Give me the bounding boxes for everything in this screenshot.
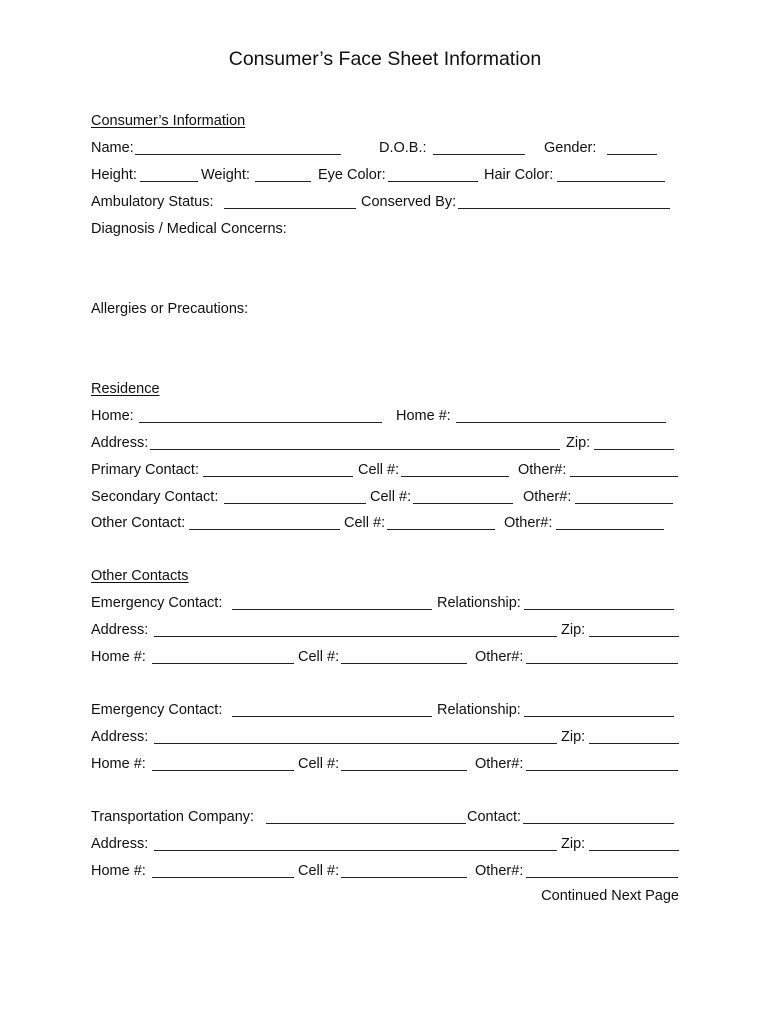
conserved-by-label: Conserved By: <box>361 194 457 210</box>
relationship-label: Relationship: <box>437 595 521 611</box>
address-label: Address: <box>91 836 149 852</box>
gender-field[interactable] <box>607 139 657 155</box>
home-field[interactable] <box>139 407 382 423</box>
zip-label: Zip: <box>561 836 586 852</box>
weight-field[interactable] <box>255 166 311 182</box>
cell-label: Cell #: <box>370 489 412 505</box>
cell-label: Cell #: <box>344 515 386 531</box>
transportation-address-field[interactable] <box>154 835 557 851</box>
cell-label: Cell #: <box>298 756 340 772</box>
zip-label: Zip: <box>566 435 591 451</box>
hair-color-field[interactable] <box>557 166 665 182</box>
residence-zip-field[interactable] <box>594 434 674 450</box>
dob-label: D.O.B.: <box>379 140 427 156</box>
section-heading-other-contacts: Other Contacts <box>91 568 189 584</box>
emergency-cell-2-field[interactable] <box>341 755 467 771</box>
relationship-label: Relationship: <box>437 702 521 718</box>
eye-color-field[interactable] <box>388 166 478 182</box>
secondary-contact-label: Secondary Contact: <box>91 489 219 505</box>
home-number-label: Home #: <box>91 863 146 879</box>
name-field[interactable] <box>135 139 341 155</box>
zip-label: Zip: <box>561 729 586 745</box>
cell-label: Cell #: <box>298 863 340 879</box>
emergency-relationship-1-field[interactable] <box>524 594 674 610</box>
other-contact-cell-field[interactable] <box>387 514 495 530</box>
home-label: Home: <box>91 408 134 424</box>
home-number-label: Home #: <box>91 649 146 665</box>
transportation-company-label: Transportation Company: <box>91 809 255 825</box>
secondary-other-field[interactable] <box>575 488 673 504</box>
continued-next-page: Continued Next Page <box>541 888 679 904</box>
weight-label: Weight: <box>201 167 250 183</box>
eye-color-label: Eye Color: <box>318 167 386 183</box>
emergency-home-2-field[interactable] <box>152 755 294 771</box>
emergency-contact-label: Emergency Contact: <box>91 702 223 718</box>
secondary-contact-field[interactable] <box>224 488 366 504</box>
contact-label: Contact: <box>467 809 521 825</box>
page-title: Consumer’s Face Sheet Information <box>228 48 542 70</box>
emergency-cell-1-field[interactable] <box>341 648 467 664</box>
cell-label: Cell #: <box>298 649 340 665</box>
emergency-zip-1-field[interactable] <box>589 621 679 637</box>
emergency-home-1-field[interactable] <box>152 648 294 664</box>
name-label: Name: <box>91 140 134 156</box>
other-number-label: Other#: <box>518 462 567 478</box>
emergency-contact-1-field[interactable] <box>232 594 432 610</box>
transportation-cell-field[interactable] <box>341 862 467 878</box>
height-label: Height: <box>91 167 137 183</box>
other-number-label: Other#: <box>475 863 524 879</box>
emergency-contact-2-field[interactable] <box>232 701 432 717</box>
primary-cell-field[interactable] <box>401 461 509 477</box>
home-number-label: Home #: <box>91 756 146 772</box>
dob-field[interactable] <box>433 139 525 155</box>
transportation-zip-field[interactable] <box>589 835 679 851</box>
zip-label: Zip: <box>561 622 586 638</box>
section-heading-residence: Residence <box>91 381 160 397</box>
home-number-field[interactable] <box>456 407 666 423</box>
address-label: Address: <box>91 435 149 451</box>
primary-contact-field[interactable] <box>203 461 353 477</box>
emergency-zip-2-field[interactable] <box>589 728 679 744</box>
transportation-company-field[interactable] <box>266 808 466 824</box>
emergency-contact-label: Emergency Contact: <box>91 595 223 611</box>
other-number-label: Other#: <box>523 489 572 505</box>
conserved-by-field[interactable] <box>458 193 670 209</box>
transportation-other-field[interactable] <box>526 862 678 878</box>
secondary-cell-field[interactable] <box>413 488 513 504</box>
transportation-contact-field[interactable] <box>523 808 674 824</box>
transportation-home-field[interactable] <box>152 862 294 878</box>
emergency-address-2-field[interactable] <box>154 728 557 744</box>
other-contact-label: Other Contact: <box>91 515 186 531</box>
residence-address-field[interactable] <box>150 434 560 450</box>
other-contact-field[interactable] <box>189 514 340 530</box>
emergency-relationship-2-field[interactable] <box>524 701 674 717</box>
other-number-label: Other#: <box>504 515 553 531</box>
emergency-other-2-field[interactable] <box>526 755 678 771</box>
address-label: Address: <box>91 622 149 638</box>
allergies-label: Allergies or Precautions: <box>91 301 249 317</box>
ambulatory-status-label: Ambulatory Status: <box>91 194 214 210</box>
hair-color-label: Hair Color: <box>484 167 554 183</box>
primary-other-field[interactable] <box>570 461 678 477</box>
cell-label: Cell #: <box>358 462 400 478</box>
emergency-address-1-field[interactable] <box>154 621 557 637</box>
other-contact-other-field[interactable] <box>556 514 664 530</box>
section-heading-consumer: Consumer’s Information <box>91 113 246 129</box>
emergency-other-1-field[interactable] <box>526 648 678 664</box>
address-label: Address: <box>91 729 149 745</box>
height-field[interactable] <box>140 166 198 182</box>
other-number-label: Other#: <box>475 649 524 665</box>
gender-label: Gender: <box>544 140 597 156</box>
home-number-label: Home #: <box>396 408 451 424</box>
ambulatory-status-field[interactable] <box>224 193 356 209</box>
primary-contact-label: Primary Contact: <box>91 462 199 478</box>
other-number-label: Other#: <box>475 756 524 772</box>
diagnosis-label: Diagnosis / Medical Concerns: <box>91 221 287 237</box>
